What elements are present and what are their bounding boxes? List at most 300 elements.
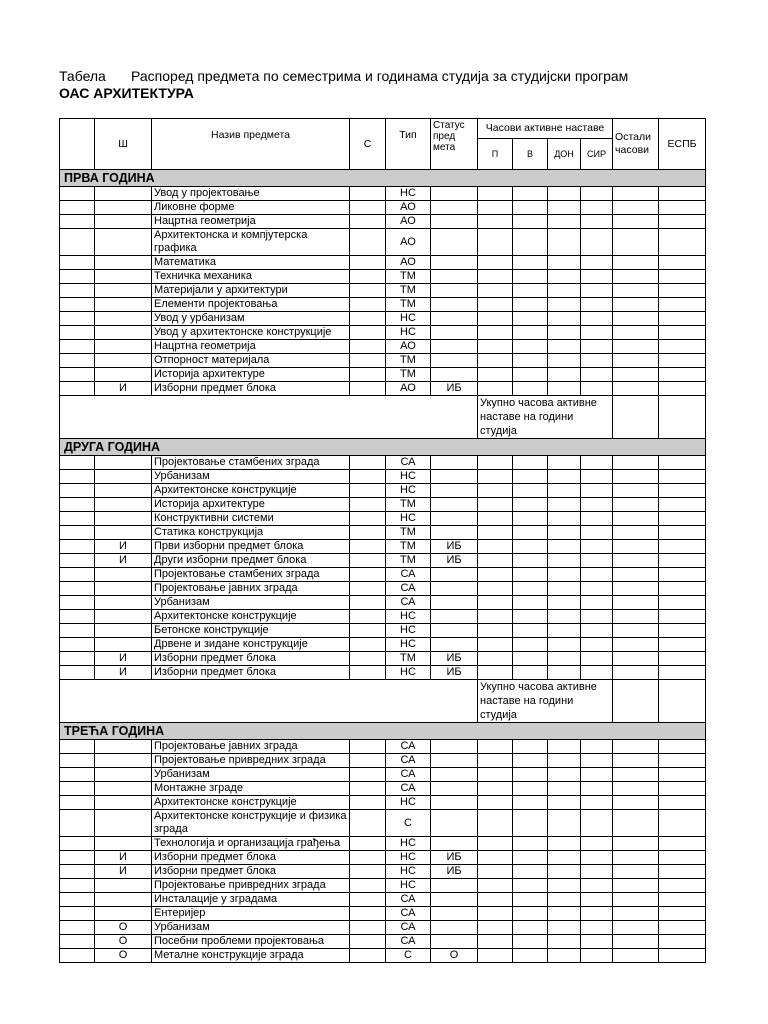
cell-empty: [60, 740, 95, 754]
cell-p: [478, 512, 513, 526]
cell-sh: [95, 596, 152, 610]
cell-s: [350, 610, 386, 624]
total-row: [60, 680, 706, 723]
cell-status: [431, 907, 478, 921]
cell-sir: [581, 782, 613, 796]
cell-espb: [659, 837, 706, 851]
table-row: [60, 796, 706, 810]
table-row: [60, 498, 706, 512]
cell-s: [350, 582, 386, 596]
cell-empty: [60, 540, 95, 554]
cell-don: [548, 879, 581, 893]
cell-v: [513, 568, 548, 582]
cell-p: [478, 540, 513, 554]
cell-sh: [95, 837, 152, 851]
header-other-hours: Остали часови: [613, 119, 659, 170]
cell-sh: [95, 256, 152, 270]
cell-other: [613, 796, 659, 810]
table-row: [60, 201, 706, 215]
cell-empty: [60, 638, 95, 652]
cell-empty: [60, 484, 95, 498]
cell-don: [548, 229, 581, 256]
cell-sir: [581, 498, 613, 512]
cell-v: [513, 498, 548, 512]
year-section-header: [60, 170, 706, 187]
cell-status: [431, 340, 478, 354]
cell-v: [513, 470, 548, 484]
cell-espb: [659, 568, 706, 582]
cell-espb: [659, 484, 706, 498]
cell-course-name: Пројектовање стамбених зграда: [152, 456, 350, 470]
table-row: [60, 526, 706, 540]
cell-type: ТМ: [386, 368, 431, 382]
cell-sh: [95, 512, 152, 526]
cell-don: [548, 512, 581, 526]
cell-don: [548, 484, 581, 498]
cell-other: [613, 596, 659, 610]
cell-type: ТМ: [386, 498, 431, 512]
cell-empty: [60, 456, 95, 470]
cell-don: [548, 554, 581, 568]
cell-v: [513, 865, 548, 879]
cell-espb: [659, 354, 706, 368]
cell-p: [478, 949, 513, 963]
cell-other: [613, 456, 659, 470]
cell-type: ТМ: [386, 526, 431, 540]
cell-type: НС: [386, 851, 431, 865]
header-sh: Ш: [95, 119, 152, 170]
cell-don: [548, 624, 581, 638]
cell-status: О: [431, 949, 478, 963]
cell-sh: [95, 340, 152, 354]
cell-other: [613, 326, 659, 340]
cell-type: СА: [386, 568, 431, 582]
header-course-name: Назив предмета: [152, 119, 350, 170]
cell-empty: [60, 187, 95, 201]
table-row: [60, 949, 706, 963]
cell-other: [613, 382, 659, 396]
cell-type: АО: [386, 340, 431, 354]
total-label: Укупно часова активне наставе на години студија: [478, 680, 613, 723]
cell-course-name: Историја архитектуре: [152, 368, 350, 382]
cell-status: [431, 754, 478, 768]
header-cell-empty: [60, 119, 95, 170]
cell-sir: [581, 638, 613, 652]
cell-type: СА: [386, 782, 431, 796]
cell-type: АО: [386, 382, 431, 396]
cell-s: [350, 270, 386, 284]
table-row: [60, 215, 706, 229]
cell-don: [548, 754, 581, 768]
cell-s: [350, 484, 386, 498]
cell-course-name: Урбанизам: [152, 921, 350, 935]
caption-label: Табела: [59, 68, 106, 84]
cell-empty: [60, 796, 95, 810]
cell-empty: [60, 382, 95, 396]
cell-sir: [581, 624, 613, 638]
cell-v: [513, 229, 548, 256]
cell-p: [478, 554, 513, 568]
cell-v: [513, 652, 548, 666]
cell-status: [431, 582, 478, 596]
header-p: П: [478, 139, 513, 170]
cell-sir: [581, 326, 613, 340]
cell-status: [431, 326, 478, 340]
cell-course-name: Историја архитектуре: [152, 498, 350, 512]
cell-empty: [60, 879, 95, 893]
cell-other: [613, 229, 659, 256]
cell-don: [548, 582, 581, 596]
cell-don: [548, 326, 581, 340]
table-row: [60, 187, 706, 201]
cell-other: [613, 470, 659, 484]
table-row: [60, 851, 706, 865]
cell-sir: [581, 666, 613, 680]
cell-course-name: Увод у архитектонске конструкције: [152, 326, 350, 340]
cell-sh: [95, 284, 152, 298]
cell-p: [478, 754, 513, 768]
cell-don: [548, 270, 581, 284]
cell-don: [548, 470, 581, 484]
cell-empty: [60, 921, 95, 935]
table-row: [60, 256, 706, 270]
cell-status: [431, 596, 478, 610]
cell-s: [350, 340, 386, 354]
cell-p: [478, 865, 513, 879]
cell-course-name: Пројектовање јавних зграда: [152, 582, 350, 596]
cell-other: [613, 851, 659, 865]
table-row: [60, 470, 706, 484]
table-row: [60, 768, 706, 782]
cell-other: [613, 921, 659, 935]
cell-sir: [581, 851, 613, 865]
cell-type: ТМ: [386, 540, 431, 554]
cell-sh: [95, 201, 152, 215]
cell-s: [350, 526, 386, 540]
cell-type: С: [386, 810, 431, 837]
cell-p: [478, 768, 513, 782]
table-row: [60, 837, 706, 851]
cell-v: [513, 298, 548, 312]
cell-v: [513, 638, 548, 652]
cell-empty: [60, 284, 95, 298]
total-other: [613, 680, 659, 723]
cell-course-name: Пројектовање привредних зграда: [152, 754, 350, 768]
cell-v: [513, 949, 548, 963]
cell-status: [431, 298, 478, 312]
cell-p: [478, 526, 513, 540]
cell-v: [513, 187, 548, 201]
cell-empty: [60, 215, 95, 229]
cell-v: [513, 456, 548, 470]
cell-course-name: Статика конструкција: [152, 526, 350, 540]
cell-don: [548, 740, 581, 754]
cell-sir: [581, 187, 613, 201]
cell-don: [548, 284, 581, 298]
cell-don: [548, 638, 581, 652]
cell-type: АО: [386, 201, 431, 215]
cell-don: [548, 893, 581, 907]
cell-don: [548, 921, 581, 935]
cell-p: [478, 187, 513, 201]
cell-sir: [581, 652, 613, 666]
cell-p: [478, 312, 513, 326]
cell-p: [478, 229, 513, 256]
cell-s: [350, 368, 386, 382]
cell-p: [478, 796, 513, 810]
cell-sh: И: [95, 382, 152, 396]
cell-sir: [581, 921, 613, 935]
cell-v: [513, 256, 548, 270]
cell-other: [613, 512, 659, 526]
cell-type: ТМ: [386, 270, 431, 284]
cell-espb: [659, 498, 706, 512]
cell-espb: [659, 526, 706, 540]
cell-sir: [581, 484, 613, 498]
cell-course-name: Изборни предмет блока: [152, 382, 350, 396]
cell-course-name: Први изборни предмет блока: [152, 540, 350, 554]
cell-sir: [581, 879, 613, 893]
cell-type: НС: [386, 470, 431, 484]
cell-p: [478, 326, 513, 340]
cell-sir: [581, 526, 613, 540]
cell-sh: [95, 270, 152, 284]
cell-espb: [659, 810, 706, 837]
cell-status: [431, 893, 478, 907]
year-title-end: [659, 723, 706, 740]
cell-s: [350, 837, 386, 851]
cell-don: [548, 949, 581, 963]
cell-course-name: Архитектонске конструкције: [152, 610, 350, 624]
cell-status: [431, 187, 478, 201]
cell-don: [548, 907, 581, 921]
cell-empty: [60, 610, 95, 624]
cell-p: [478, 270, 513, 284]
cell-course-name: Изборни предмет блока: [152, 865, 350, 879]
cell-other: [613, 949, 659, 963]
cell-sh: И: [95, 865, 152, 879]
cell-don: [548, 837, 581, 851]
total-espb: [659, 680, 706, 723]
table-row: [60, 484, 706, 498]
cell-status: [431, 512, 478, 526]
cell-other: [613, 270, 659, 284]
cell-other: [613, 484, 659, 498]
cell-status: [431, 610, 478, 624]
cell-type: СА: [386, 754, 431, 768]
cell-status: ИБ: [431, 851, 478, 865]
cell-sir: [581, 312, 613, 326]
cell-other: [613, 498, 659, 512]
cell-empty: [60, 893, 95, 907]
header-status: Статус пред мета: [431, 119, 478, 170]
cell-type: ТМ: [386, 284, 431, 298]
cell-type: СА: [386, 740, 431, 754]
cell-v: [513, 837, 548, 851]
year-title-end: [659, 170, 706, 187]
cell-s: [350, 666, 386, 680]
cell-v: [513, 782, 548, 796]
cell-type: АО: [386, 256, 431, 270]
cell-sh: О: [95, 949, 152, 963]
cell-don: [548, 456, 581, 470]
cell-espb: [659, 851, 706, 865]
cell-espb: [659, 624, 706, 638]
cell-sir: [581, 754, 613, 768]
table-row: [60, 512, 706, 526]
cell-type: НС: [386, 638, 431, 652]
cell-type: ТМ: [386, 298, 431, 312]
cell-espb: [659, 582, 706, 596]
cell-empty: [60, 837, 95, 851]
cell-status: [431, 498, 478, 512]
cell-status: [431, 470, 478, 484]
cell-type: НС: [386, 326, 431, 340]
table-row: [60, 456, 706, 470]
cell-empty: [60, 512, 95, 526]
cell-sh: [95, 526, 152, 540]
cell-s: [350, 256, 386, 270]
cell-other: [613, 284, 659, 298]
cell-empty: [60, 754, 95, 768]
cell-s: [350, 568, 386, 582]
cell-type: НС: [386, 879, 431, 893]
cell-sir: [581, 382, 613, 396]
cell-other: [613, 187, 659, 201]
table-row: [60, 893, 706, 907]
cell-course-name: Архитектонске конструкције: [152, 796, 350, 810]
table-row: [60, 270, 706, 284]
cell-don: [548, 796, 581, 810]
cell-sir: [581, 201, 613, 215]
cell-sir: [581, 540, 613, 554]
cell-s: [350, 512, 386, 526]
cell-p: [478, 354, 513, 368]
cell-other: [613, 368, 659, 382]
header-s: С: [350, 119, 386, 170]
cell-v: [513, 368, 548, 382]
cell-sh: [95, 187, 152, 201]
cell-course-name: Изборни предмет блока: [152, 652, 350, 666]
cell-s: [350, 907, 386, 921]
cell-don: [548, 865, 581, 879]
cell-course-name: Нацртна геометрија: [152, 340, 350, 354]
cell-espb: [659, 652, 706, 666]
cell-empty: [60, 498, 95, 512]
cell-sh: [95, 610, 152, 624]
cell-type: НС: [386, 512, 431, 526]
cell-sh: [95, 215, 152, 229]
cell-sir: [581, 284, 613, 298]
cell-status: [431, 229, 478, 256]
cell-empty: [60, 851, 95, 865]
cell-status: [431, 837, 478, 851]
cell-don: [548, 256, 581, 270]
cell-type: НС: [386, 837, 431, 851]
cell-v: [513, 796, 548, 810]
cell-espb: [659, 554, 706, 568]
cell-v: [513, 340, 548, 354]
cell-type: НС: [386, 484, 431, 498]
cell-sh: [95, 354, 152, 368]
cell-s: [350, 312, 386, 326]
cell-don: [548, 526, 581, 540]
cell-course-name: Отпорност материјала: [152, 354, 350, 368]
cell-sir: [581, 837, 613, 851]
cell-other: [613, 638, 659, 652]
cell-sir: [581, 456, 613, 470]
cell-type: СА: [386, 768, 431, 782]
cell-course-name: Урбанизам: [152, 596, 350, 610]
table-row: [60, 596, 706, 610]
cell-v: [513, 907, 548, 921]
cell-s: [350, 284, 386, 298]
cell-other: [613, 582, 659, 596]
cell-p: [478, 470, 513, 484]
cell-sir: [581, 810, 613, 837]
cell-v: [513, 768, 548, 782]
cell-p: [478, 935, 513, 949]
cell-v: [513, 740, 548, 754]
cell-course-name: Урбанизам: [152, 768, 350, 782]
cell-other: [613, 740, 659, 754]
cell-sir: [581, 568, 613, 582]
header-active-hours: Часови активне наставе: [478, 119, 613, 139]
table-row: [60, 229, 706, 256]
cell-empty: [60, 312, 95, 326]
table-row: [60, 907, 706, 921]
cell-p: [478, 782, 513, 796]
cell-status: [431, 810, 478, 837]
cell-s: [350, 638, 386, 652]
cell-v: [513, 484, 548, 498]
total-row: [60, 396, 706, 439]
cell-other: [613, 907, 659, 921]
cell-empty: [60, 298, 95, 312]
header-v: В: [513, 139, 548, 170]
table-row: [60, 865, 706, 879]
year-title-end: [659, 439, 706, 456]
cell-empty: [60, 666, 95, 680]
cell-s: [350, 624, 386, 638]
cell-sir: [581, 949, 613, 963]
cell-other: [613, 865, 659, 879]
cell-empty: [60, 256, 95, 270]
table-row: [60, 312, 706, 326]
cell-other: [613, 754, 659, 768]
cell-empty: [60, 949, 95, 963]
cell-don: [548, 382, 581, 396]
cell-p: [478, 484, 513, 498]
cell-s: [350, 796, 386, 810]
header-sir: СИР: [581, 139, 613, 170]
cell-type: СА: [386, 893, 431, 907]
cell-type: СА: [386, 456, 431, 470]
cell-sh: [95, 907, 152, 921]
year-section-header: [60, 439, 706, 456]
cell-v: [513, 893, 548, 907]
cell-don: [548, 666, 581, 680]
cell-status: [431, 921, 478, 935]
cell-other: [613, 837, 659, 851]
cell-other: [613, 540, 659, 554]
table-row: [60, 340, 706, 354]
cell-p: [478, 256, 513, 270]
cell-course-name: Ликовне форме: [152, 201, 350, 215]
cell-empty: [60, 596, 95, 610]
cell-sir: [581, 512, 613, 526]
cell-don: [548, 201, 581, 215]
